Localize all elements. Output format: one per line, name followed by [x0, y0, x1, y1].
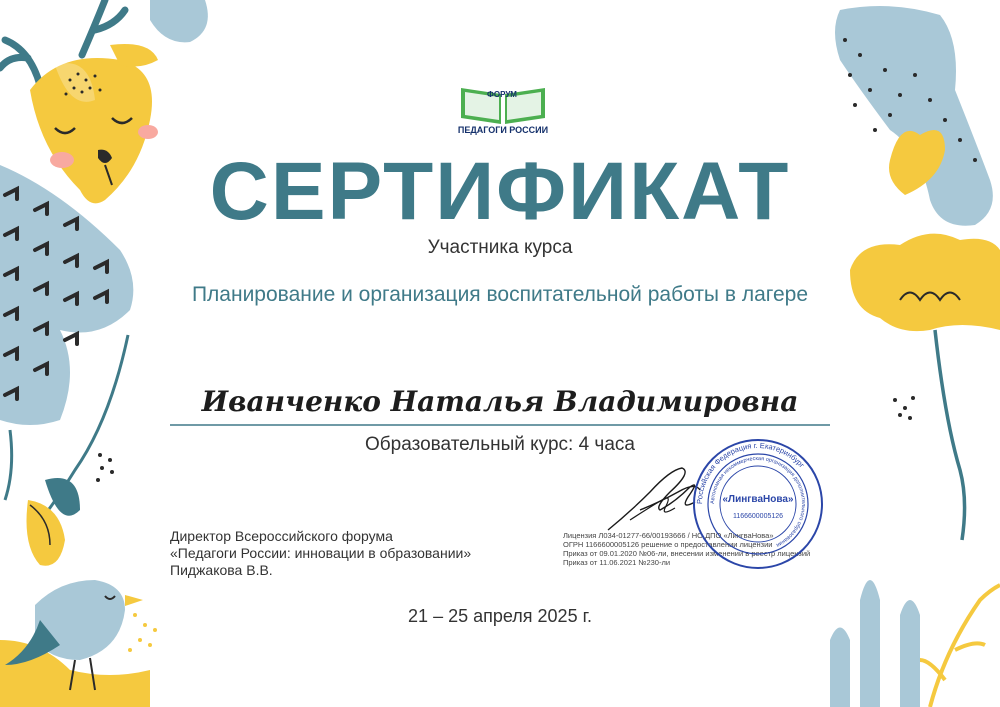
blue-blob-top — [150, 0, 208, 42]
license-line-4: Приказ от 11.06.2021 №230-ли — [563, 558, 671, 567]
bird-icon — [0, 580, 150, 707]
stamp-number: 1166600005126 — [732, 513, 784, 520]
stamp-center-text: «ЛингваНова» — [722, 494, 794, 505]
course-hours: Образовательный курс: 4 часа — [365, 434, 635, 455]
name-underline — [170, 424, 830, 426]
license-line-3: Приказ от 09.01.2020 №06-ли, внесении изменений в реестр лицензий — [563, 549, 811, 558]
certificate-title: СЕРТИФИКАТ — [209, 146, 791, 237]
director-line-3: Пиджакова В.В. — [170, 562, 273, 578]
stamp-inner-ring-text: Автономная некоммерческая организация дополнительного образования — [709, 455, 807, 548]
stamp-icon — [690, 436, 826, 572]
director-line-1: Директор Всероссийского форума — [170, 528, 393, 544]
certificate-subtitle: Участника курса — [427, 237, 573, 258]
license-line-1: Лицензия Л034-01277-66/00193666 / НО ДПО «ЛингваНова» — [563, 531, 774, 540]
license-line-2: ОГРН 1166600005126 решение о предоставлении лицензии — [563, 540, 773, 549]
stamp-ring-text: Российская Федерация г. Екатеринбург — [694, 440, 807, 505]
dots-dark-left — [96, 453, 114, 482]
participant-name: Иванченко Наталья Владимировна — [201, 385, 799, 418]
yellow-branch-bottom-right — [920, 585, 1000, 707]
logo-top-text: ФОРУМ — [487, 90, 517, 99]
director-line-2: «Педагоги России: инновации в образовании» — [170, 545, 472, 561]
course-title: Планирование и организация воспитательной работы в лагере — [191, 283, 809, 306]
director-block — [170, 528, 471, 579]
forum-logo — [453, 80, 553, 140]
logo-bottom-text: ПЕДАГОГИ РОССИИ — [457, 125, 549, 135]
blue-leaves-bottom-right — [830, 580, 920, 707]
course-date: 21 – 25 апреля 2025 г. — [408, 606, 592, 626]
